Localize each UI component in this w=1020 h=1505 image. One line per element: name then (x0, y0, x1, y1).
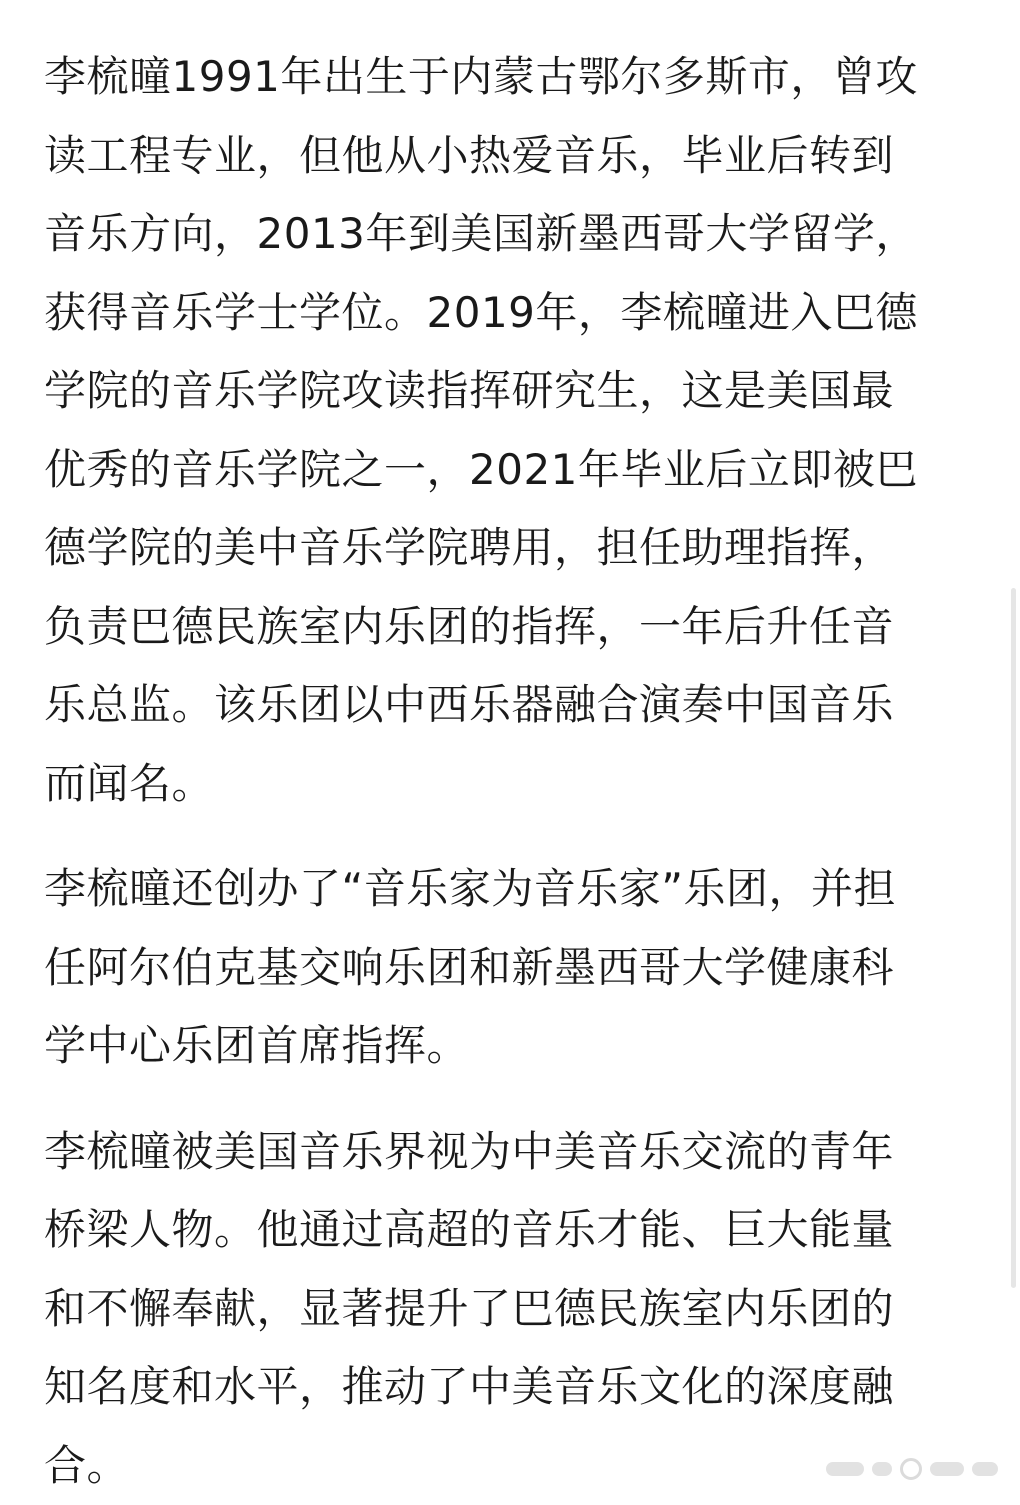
text-line: 优秀的音乐学院之一，2021年毕业后立即被巴 (44, 431, 984, 510)
watermark-bar (930, 1462, 964, 1476)
text-line: 获得音乐学士学位。2019年，李梳曈进入巴德 (44, 274, 984, 353)
scrollbar[interactable] (1011, 588, 1016, 1288)
text-line: 任阿尔伯克基交响乐团和新墨西哥大学健康科 (44, 929, 984, 1008)
text-line: 读工程专业，但他从小热爱音乐，毕业后转到 (44, 117, 984, 196)
watermark-bar (972, 1462, 998, 1476)
watermark-circle-icon (900, 1458, 922, 1480)
text-line: 李梳曈被美国音乐界视为中美音乐交流的青年 (44, 1113, 984, 1192)
paragraph-3 (44, 1113, 984, 1505)
text-line: 音乐方向，2013年到美国新墨西哥大学留学， (44, 195, 984, 274)
text-line: 桥梁人物。他通过高超的音乐才能、巨大能量 (44, 1191, 984, 1270)
paragraph-1 (44, 38, 984, 823)
watermark-bar (872, 1462, 892, 1476)
text-line: 知名度和水平，推动了中美音乐文化的深度融 (44, 1348, 984, 1427)
text-line: 合。 (44, 1427, 984, 1505)
text-line: 德学院的美中音乐学院聘用，担任助理指挥， (44, 509, 984, 588)
text-line: 李梳曈还创办了“音乐家为音乐家”乐团，并担 (44, 850, 984, 929)
text-line: 学院的音乐学院攻读指挥研究生，这是美国最 (44, 352, 984, 431)
text-line: 乐总监。该乐团以中西乐器融合演奏中国音乐 (44, 666, 984, 745)
text-line: 和不懈奉献，显著提升了巴德民族室内乐团的 (44, 1270, 984, 1349)
text-line: 学中心乐团首席指挥。 (44, 1007, 984, 1086)
article-body (44, 38, 984, 1505)
text-line: 负责巴德民族室内乐团的指挥，一年后升任音 (44, 588, 984, 667)
paragraph-2 (44, 850, 984, 1086)
watermark-bar (826, 1462, 864, 1476)
watermark-icon (826, 1458, 998, 1480)
text-line: 李梳曈1991年出生于内蒙古鄂尔多斯市，曾攻 (44, 38, 984, 117)
text-line: 而闻名。 (44, 745, 984, 824)
